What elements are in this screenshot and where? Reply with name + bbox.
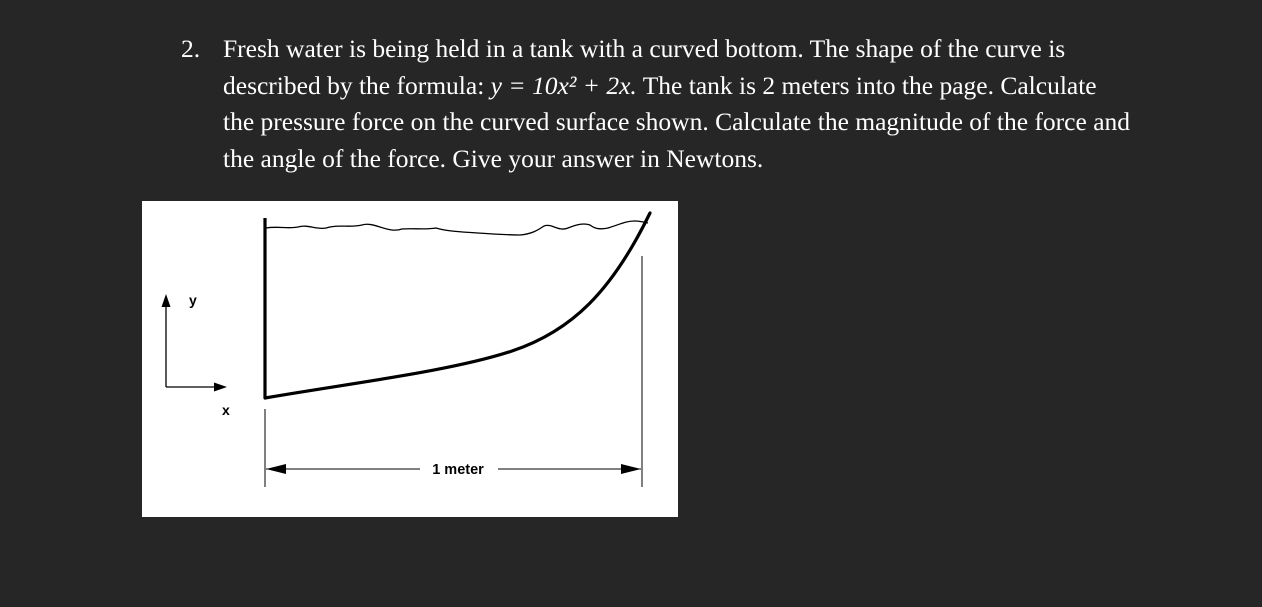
problem-number: 2. xyxy=(181,34,201,63)
tank-figure xyxy=(142,201,678,517)
problem-line-3: the pressure force on the curved surface shown. Calculate the magnitude of the force and xyxy=(223,107,1131,136)
dimension-arrowhead-right xyxy=(621,464,641,474)
dimension-arrowhead-left xyxy=(266,464,286,474)
tank xyxy=(265,213,650,398)
problem-line-2 xyxy=(223,68,1213,105)
y-axis-label: y xyxy=(189,292,197,308)
water-surface xyxy=(266,221,648,235)
curve-formula: y = 10x² + 2x. xyxy=(490,70,637,100)
curved-tank-bottom xyxy=(265,213,650,398)
problem-line-4: the angle of the force. Give your answer in Newtons. xyxy=(223,143,764,173)
width-dimension xyxy=(265,256,642,487)
problem-line-2-pre: described by the formula: xyxy=(223,70,491,100)
x-axis-label: x xyxy=(222,402,230,418)
problem-line-2-post: The tank is 2 meters into the page. Calculate xyxy=(636,70,1097,100)
problem-line-1: Fresh water is being held in a tank with a curved bottom. The shape of the curve is xyxy=(223,34,1066,63)
dimension-label: 1 meter xyxy=(432,462,484,478)
problem-text xyxy=(223,31,1213,177)
coordinate-axes xyxy=(162,292,231,418)
y-axis-arrowhead xyxy=(162,294,171,307)
tank-diagram xyxy=(142,201,678,517)
x-axis-arrowhead xyxy=(214,383,227,392)
